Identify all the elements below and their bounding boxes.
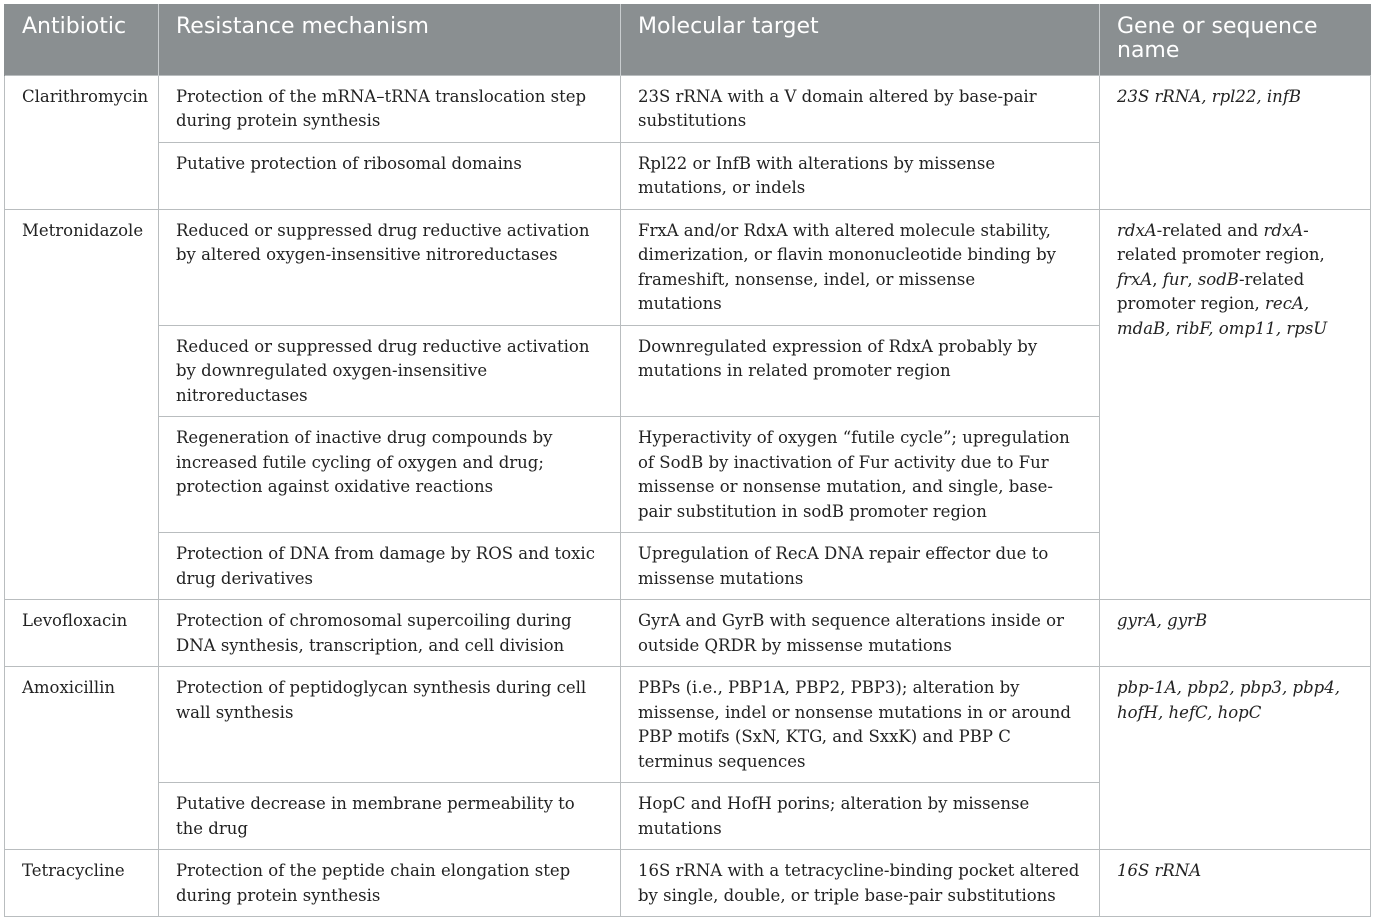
resistance-table (4, 4, 1371, 917)
mechanism-cell: Reduced or suppressed drug reductive activation by downregulated oxygen-insensitive nitroreductases (159, 325, 621, 417)
target-cell: Hyperactivity of oxygen “futile cycle”; upregulation of SodB by inactivation of Fur activity due to Fur missense or nonsense mutation, and single, base-pair substitution in sodB promoter region (621, 417, 1100, 533)
target-cell: GyrA and GyrB with sequence alterations inside or outside QRDR by missense mutations (621, 600, 1100, 667)
header-molecular-target: Molecular target (621, 4, 1100, 75)
gene-name: rdxA (1263, 220, 1304, 240)
gene-text: , (1152, 269, 1163, 289)
gene-name: sodB (1197, 269, 1239, 289)
target-cell: PBPs (i.e., PBP1A, PBP2, PBP3); alteration by missense, indel or nonsense mutations in or around PBP motifs (SxN, KTG, and SxxK) and PBP C terminus sequences (621, 667, 1100, 783)
header-gene-name: Gene or sequence name (1100, 4, 1371, 75)
gene-cell: gyrA, gyrB (1100, 600, 1371, 667)
target-text: FrxA and/or RdxA with altered molecule stability, dimerization, or flavin mononucleotide binding by frameshift, nonsense, indel, or missense (638, 220, 1056, 289)
antibiotic-cell: Clarithromycin (5, 75, 159, 209)
mechanism-cell: Protection of peptidoglycan synthesis during cell wall synthesis (159, 667, 621, 783)
gene-text: -related promoter region, (1117, 269, 1305, 313)
header-antibiotic: Antibiotic (5, 4, 159, 75)
gene-name: frxA (1117, 269, 1153, 289)
mechanism-cell: Putative protection of ribosomal domains (159, 142, 621, 209)
table-row (5, 75, 1371, 142)
gene-cell (1100, 209, 1371, 600)
target-text-cont: mutations (638, 294, 722, 313)
gene-text: , (1187, 269, 1198, 289)
target-cell: 23S rRNA with a V domain altered by base-pair substitutions (621, 75, 1100, 142)
mechanism-cell: Reduced or suppressed drug reductive activation by altered oxygen-insensitive nitroreductases (159, 209, 621, 325)
antibiotic-cell: Metronidazole (5, 209, 159, 600)
antibiotic-cell: Amoxicillin (5, 667, 159, 850)
mechanism-cell: Protection of the peptide chain elongation step during protein synthesis (159, 850, 621, 917)
target-cell: Downregulated expression of RdxA probably by mutations in related promoter region (621, 325, 1100, 417)
mechanism-cell: Regeneration of inactive drug compounds by increased futile cycling of oxygen and drug; protection against oxidative reactions (159, 417, 621, 533)
mechanism-cell: Putative decrease in membrane permeability to the drug (159, 783, 621, 850)
gene-name: recA, mdaB, ribF, omp11, rpsU (1117, 294, 1328, 338)
antibiotic-cell: Levofloxacin (5, 600, 159, 667)
gene-cell: 16S rRNA (1100, 850, 1371, 917)
gene-text: -related promoter region, (1117, 220, 1325, 264)
table-row (5, 667, 1371, 783)
gene-name: fur (1162, 269, 1188, 289)
mechanism-cell: Protection of DNA from damage by ROS and toxic drug derivatives (159, 533, 621, 600)
mechanism-cell: Protection of the mRNA–tRNA translocation step during protein synthesis (159, 75, 621, 142)
target-cell: Upregulation of RecA DNA repair effector due to missense mutations (621, 533, 1100, 600)
gene-cell: pbp-1A, pbp2, pbp3, pbp4, hofH, hefC, hopC (1100, 667, 1371, 850)
table-row (5, 600, 1371, 667)
header-row (5, 4, 1371, 75)
table-row (5, 209, 1371, 325)
header-resistance-mechanism: Resistance mechanism (159, 4, 621, 75)
table-row (5, 850, 1371, 917)
target-cell: Rpl22 or InfB with alterations by missense mutations, or indels (621, 142, 1100, 209)
target-cell: 16S rRNA with a tetracycline-binding pocket altered by single, double, or triple base-pair substitutions (621, 850, 1100, 917)
target-cell: HopC and HofH porins; alteration by missense mutations (621, 783, 1100, 850)
gene-cell: 23S rRNA, rpl22, infB (1100, 75, 1371, 209)
mechanism-cell: Protection of chromosomal supercoiling during DNA synthesis, transcription, and cell division (159, 600, 621, 667)
gene-name: rdxA (1117, 220, 1157, 240)
target-cell (621, 209, 1100, 325)
antibiotic-cell: Tetracycline (5, 850, 159, 917)
gene-text: -related and (1156, 220, 1264, 240)
